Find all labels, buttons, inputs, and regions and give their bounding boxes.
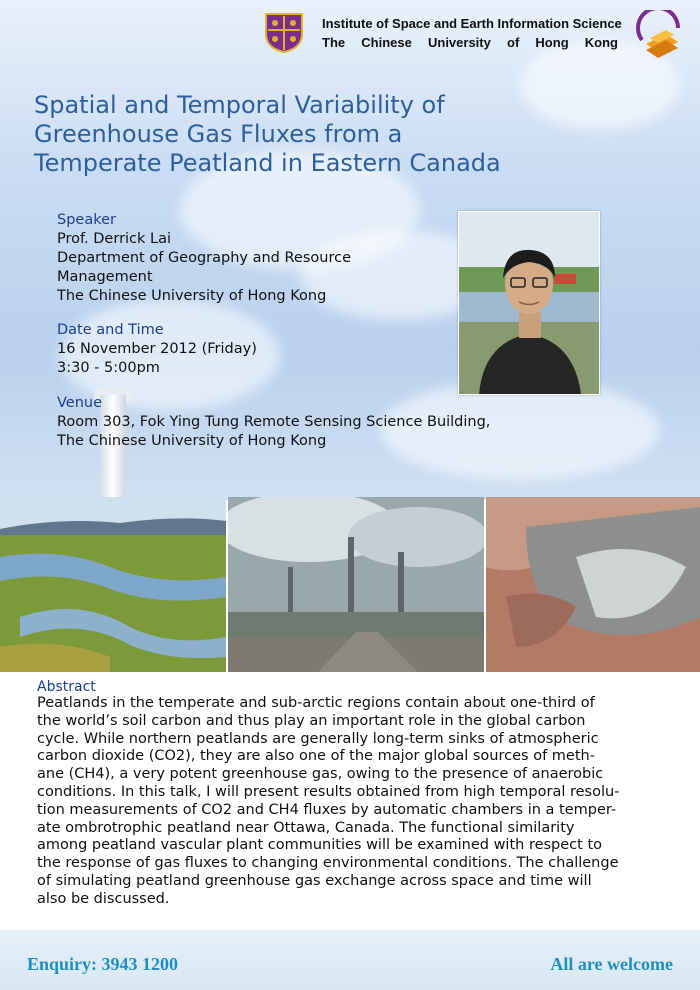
- satellite-image-photo: [486, 497, 700, 672]
- title-line: Greenhouse Gas Fluxes from a: [34, 120, 403, 148]
- institute-emblem-icon: [632, 10, 688, 62]
- industrial-chimneys-photo: [228, 497, 484, 672]
- university-name-word: Kong: [584, 35, 618, 50]
- speaker-section: [57, 211, 351, 306]
- abstract-heading: Abstract: [37, 679, 96, 695]
- university-name-word: The: [322, 35, 346, 50]
- title-line: Temperate Peatland in Eastern Canada: [34, 149, 501, 177]
- abstract-line: conditions. In this talk, I will present results obtained from high temporal resolu-: [37, 783, 620, 800]
- abstract-line: ate ombrotrophic peatland near Ottawa, Canada. The functional similarity: [37, 819, 575, 836]
- university-crest-icon: [262, 10, 306, 54]
- university-name: [322, 35, 618, 50]
- enquiry-phone: Enquiry: 3943 1200: [27, 954, 179, 974]
- abstract-line: ane (CH4), a very potent greenhouse gas, owing to the presence of anaerobic: [37, 766, 604, 783]
- venue-section: [57, 394, 490, 451]
- event-date: 16 November 2012 (Friday): [57, 341, 257, 357]
- abstract-line: of simulating peatland greenhouse gas exchange across space and time will: [37, 872, 592, 889]
- venue-university: The Chinese University of Hong Kong: [57, 433, 327, 449]
- abstract-line: also be discussed.: [37, 890, 170, 907]
- all-welcome-note: All are welcome: [550, 954, 673, 974]
- abstract-line: the response of gas fluxes to changing environmental conditions. The challenge: [37, 855, 619, 872]
- speaker-department: Department of Geography and Resource: [57, 250, 351, 266]
- datetime-section: [57, 321, 257, 378]
- university-name-word: Chinese: [361, 35, 412, 50]
- speaker-name: Prof. Derrick Lai: [57, 231, 172, 247]
- institute-name: Institute of Space and Earth Information Science: [322, 16, 622, 31]
- abstract-line: the world’s soil carbon and thus play an important role in the global carbon: [37, 712, 586, 729]
- abstract-line: tion measurements of CO2 and CH4 fluxes by automatic chambers in a temper-: [37, 801, 617, 818]
- abstract-line: carbon dioxide (CO2), they are also one of the major global sources of meth-: [37, 748, 595, 765]
- venue-room: Room 303, Fok Ying Tung Remote Sensing Science Building,: [57, 414, 491, 430]
- venue-heading: Venue: [57, 395, 103, 411]
- talk-title: [34, 91, 674, 178]
- speaker-department: Management: [57, 269, 153, 285]
- abstract-line: cycle. While northern peatlands are generally long-term sinks of atmospheric: [37, 730, 599, 747]
- speaker-university: The Chinese University of Hong Kong: [57, 288, 327, 304]
- datetime-heading: Date and Time: [57, 322, 164, 338]
- speaker-heading: Speaker: [57, 212, 116, 228]
- event-time: 3:30 - 5:00pm: [57, 360, 160, 376]
- university-name-word: University: [427, 35, 491, 50]
- title-line: Spatial and Temporal Variability of: [34, 91, 445, 119]
- abstract-line: Peatlands in the temperate and sub-arctic regions contain about one-third of: [37, 695, 595, 711]
- university-name-word: Hong: [535, 35, 569, 50]
- university-name-word: of: [507, 35, 520, 50]
- peatland-photo: [0, 497, 226, 672]
- speaker-photo: [458, 211, 600, 395]
- abstract-text: [37, 695, 667, 909]
- abstract-line: among peatland vascular plant communities will be examined with respect to: [37, 837, 603, 854]
